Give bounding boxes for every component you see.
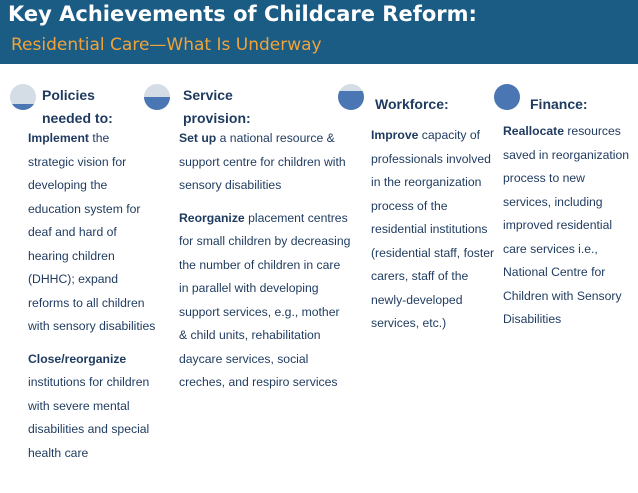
- title-banner: [0, 0, 638, 64]
- quarter-fill-circle-icon: [10, 84, 36, 110]
- column-heading-finance: Finance:: [530, 96, 588, 112]
- column-heading-policies: Policies needed to:: [42, 87, 113, 126]
- slide-subtitle: Residential Care—What Is Underway: [11, 35, 322, 55]
- full-circle-icon: [494, 84, 520, 110]
- column-body-finance: [503, 120, 631, 341]
- paragraph: Improve capacity of professionals involved in the reorganization process of the residential institutions (residential staff, foster carers, staff of the newly-developed services, etc.): [371, 128, 495, 330]
- paragraph: Close/reorganize institutions for children with severe mental disabilities and special health care: [28, 351, 150, 460]
- half-fill-circle-icon: [144, 84, 170, 110]
- column-heading-service-provision: Service provision:: [183, 87, 251, 126]
- paragraph: Reorganize placement centres for small children by decreasing the number of children in care in parallel with developing support services, e.g., mother & child units, rehabilitation daycare services, social creches, and respiro services: [179, 210, 351, 389]
- three-quarter-fill-circle-icon: [338, 84, 364, 110]
- column-heading-workforce: Workforce:: [375, 96, 449, 112]
- column-body-service-provision: [179, 127, 351, 404]
- paragraph: Set up a national resource & support centre for children with sensory disabilities: [179, 131, 346, 192]
- column-body-workforce: [371, 124, 495, 345]
- paragraph: Implement the strategic vision for developing the education system for deaf and hard of hearing children (DHHC); expand reforms to all children with sensory disabilities: [28, 131, 156, 333]
- slide-title: Key Achievements of Childcare Reform:: [8, 2, 477, 26]
- paragraph: Reallocate resources saved in reorganization process to new services, including improved residential care services i.e., National Centre for Children with Sensory Disabilities: [503, 124, 630, 326]
- column-body-policies: [28, 127, 156, 474]
